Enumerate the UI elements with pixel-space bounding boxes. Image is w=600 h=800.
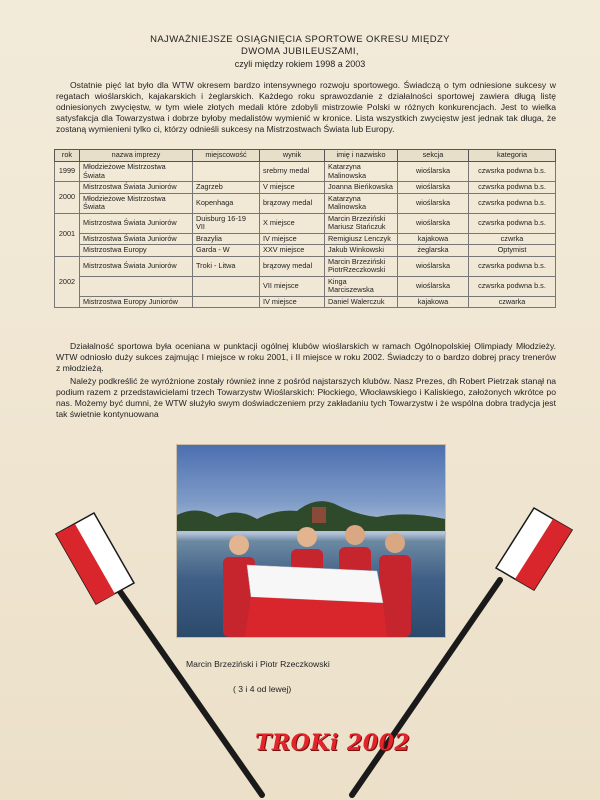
- cell-name: Marcin Brzeziński Mariusz Stańczuk: [325, 213, 398, 233]
- olympiad-paragraph: Działalność sportowa była oceniana w punktacji ogólnej klubów wioślarskich w ramach Ogólnopolskiej Olimpiady Młodzieży. WTW odniosło duży sukces zajmując I miejsce w roku 2001, i II miejsce w roku 2002. Świadczy to o bardzo dobrej pracy trenerów z młodzieżą.: [56, 341, 556, 373]
- table-header-row: [55, 150, 556, 162]
- cell-category: czwsrka podwna b.s.: [469, 276, 556, 296]
- column-header: imię i nazwisko: [325, 150, 398, 162]
- troki-logo: TROKi 2002: [255, 730, 411, 756]
- table-row: [55, 296, 556, 308]
- president-paragraph: Należy podkreślić że wyróżnione zostały również inne z pośród najstarszych klubów. Nasz Prezes, dh Robert Pietrzak stanął na podium razem z przedstawicielami trzech Towarzystw Wioślarskich: Płockiego, Włocławskiego i Kaliskiego, założonych wkrótce po nas. Możemy być dumni, że WTW służyło swym doświadczeniem przy zakładaniu tych Towarzystw i że wspólna dobra tradycja jest tak świetnie kontynuowana: [56, 376, 556, 419]
- cell-result: IV miejsce: [260, 296, 325, 308]
- cell-result: V miejsce: [260, 182, 325, 194]
- cell-place: Kopenhaga: [193, 193, 260, 213]
- cell-section: wioślarska: [398, 213, 469, 233]
- cell-result: X miejsce: [260, 213, 325, 233]
- cell-event: Mistrzostwa Europy: [80, 245, 193, 257]
- cell-name: Marcin Brzeziński PiotrRzeczkowski: [325, 256, 398, 276]
- cell-category: czwsrka podwna b.s.: [469, 213, 556, 233]
- cell-section: kajakowa: [398, 296, 469, 308]
- column-header: sekcja: [398, 150, 469, 162]
- cell-category: czwsrka podwna b.s.: [469, 162, 556, 182]
- cell-event: Młodzieżowe Mistrzostwa Świata: [80, 193, 193, 213]
- cell-name: Joanna Bieńkowska: [325, 182, 398, 194]
- cell-category: czwsrka podwna b.s.: [469, 193, 556, 213]
- page-title: NAJWAŻNIEJSZE OSIĄGNIĘCIA SPORTOWE OKRESU MIĘDZY: [150, 34, 450, 45]
- photo-caption: Marcin Brzeziński i Piotr Rzeczkowski: [186, 659, 330, 669]
- cell-section: wioślarska: [398, 256, 469, 276]
- intro-paragraph: Ostatnie pięć lat było dla WTW okresem bardzo intensywnego rozwoju sportowego. Świadczą o tym odniesione sukcesy w regatach wioślarskich, kajakarskich i żeglarskich. Każdego roku sprawozdanie z działalności sportowej zawiera długą listę odniesionych zwycięstw, w tym wiele złotych medali które zdobyli mistrzowie Polski w różnych konkurencjach. Jest to wielka satysfakcja dla Towarzystwa i dobrze byłoby medalistów wymienić w kronice. Lista wszystkich zwycięstw jest jednak tak długa, że zostaną wymienieni tylko ci, którzy odnieśli sukcesy na Mistrzostwach Świata lub Europy.: [56, 80, 556, 134]
- cell-event: Mistrzostwa Świata Juniorów: [80, 233, 193, 245]
- cell-name: Kinga Marciszewska: [325, 276, 398, 296]
- table-row: [55, 276, 556, 296]
- cell-year: 2000: [55, 182, 80, 214]
- cell-category: czwsrka podwna b.s.: [469, 256, 556, 276]
- page-date-range: czyli między rokiem 1998 a 2003: [234, 59, 366, 69]
- cell-place: Brazylia: [193, 233, 260, 245]
- cell-year: 1999: [55, 162, 80, 182]
- cell-event: Mistrzostwa Świata Juniorów: [80, 256, 193, 276]
- cell-event: [80, 276, 193, 296]
- cell-place: [193, 162, 260, 182]
- cell-section: wioślarska: [398, 276, 469, 296]
- cell-event: Młodzieżowe Mistrzostwa Świata: [80, 162, 193, 182]
- cell-category: czwarka: [469, 296, 556, 308]
- cell-category: czwsrka podwna b.s.: [469, 182, 556, 194]
- cell-event: Mistrzostwa Europy Juniorów: [80, 296, 193, 308]
- page-subtitle: DWOMA JUBILEUSZAMI,: [241, 46, 359, 57]
- cell-category: Optymist: [469, 245, 556, 257]
- cell-result: XXV miejsce: [260, 245, 325, 257]
- cell-section: wioślarska: [398, 182, 469, 194]
- cell-place: Duisburg 16-19 VII: [193, 213, 260, 233]
- cell-year: 2001: [55, 213, 80, 256]
- photo-subcaption: ( 3 i 4 od lewej): [233, 684, 292, 694]
- cell-event: Mistrzostwa Świata Juniorów: [80, 213, 193, 233]
- cell-name: Katarzyna Malinowska: [325, 162, 398, 182]
- cell-year: 2002: [55, 256, 80, 308]
- table-row: [55, 182, 556, 194]
- cell-name: Daniel Walerczuk: [325, 296, 398, 308]
- cell-section: żeglarska: [398, 245, 469, 257]
- column-header: miejscowość: [193, 150, 260, 162]
- cell-result: brązowy medal: [260, 193, 325, 213]
- table-row: [55, 233, 556, 245]
- table-row: [55, 245, 556, 257]
- cell-place: [193, 276, 260, 296]
- table-row: [55, 162, 556, 182]
- column-header: kategoria: [469, 150, 556, 162]
- cell-result: srebrny medal: [260, 162, 325, 182]
- cell-section: wioślarska: [398, 193, 469, 213]
- cell-place: [193, 296, 260, 308]
- table-row: [55, 256, 556, 276]
- cell-result: VII miejsce: [260, 276, 325, 296]
- cell-name: Remigiusz Lenczyk: [325, 233, 398, 245]
- cell-result: brązowy medal: [260, 256, 325, 276]
- team-photo: [177, 445, 445, 637]
- cell-event: Mistrzostwa Świata Juniorów: [80, 182, 193, 194]
- cell-category: czwrka: [469, 233, 556, 245]
- cell-name: Katarzyna Malinowska: [325, 193, 398, 213]
- cell-section: wioślarska: [398, 162, 469, 182]
- cell-name: Jakub Winkowski: [325, 245, 398, 257]
- column-header: nazwa imprezy: [80, 150, 193, 162]
- team-photo-illustration: [177, 445, 445, 637]
- cell-place: Garda - W: [193, 245, 260, 257]
- results-table: [54, 149, 556, 308]
- cell-result: IV miejsce: [260, 233, 325, 245]
- table-row: [55, 213, 556, 233]
- cell-place: Zagrzeb: [193, 182, 260, 194]
- cell-section: kajakowa: [398, 233, 469, 245]
- column-header: rok: [55, 150, 80, 162]
- column-header: wynik: [260, 150, 325, 162]
- table-row: [55, 193, 556, 213]
- cell-place: Troki - Litwa: [193, 256, 260, 276]
